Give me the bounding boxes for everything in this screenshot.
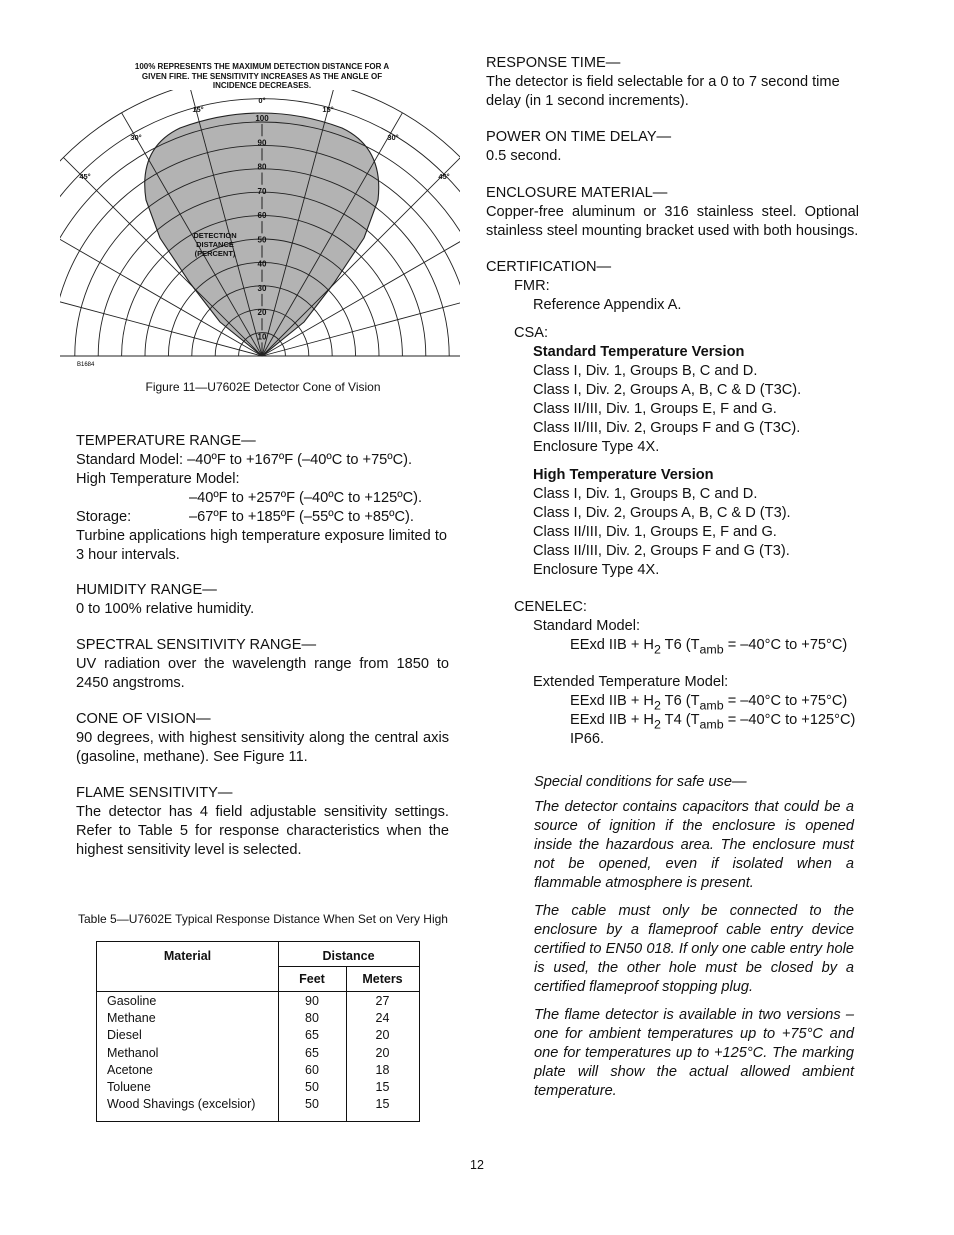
cell-material: Methanol: [107, 1045, 159, 1060]
scale-label: 50: [257, 235, 267, 245]
scale-label: 70: [257, 186, 267, 196]
angle-label-45-left: 45°: [79, 172, 91, 181]
cell-material: Gasoline: [107, 994, 157, 1008]
scale-label: 80: [257, 162, 267, 172]
scale-label: 60: [257, 211, 267, 221]
figure-note-line: GIVEN FIRE. THE SENSITIVITY INCREASES AS THE ANGLE OF: [141, 71, 383, 81]
special-conditions-p1: The detector contains capacitors that could be a source of ignition if the enclosure is opened inside the hazardous area. The enclosure must not be opened, even if isolated when a flammable atmosphere is present.: [534, 799, 854, 891]
col-header-feet: Feet: [299, 972, 325, 986]
cenelec-extended-model: Extended Temperature Model:: [533, 674, 729, 690]
enclosure-text: Copper-free aluminum or 316 stainless steel. Optional stainless steel mounting bracket used with both housings.: [486, 204, 859, 239]
csa-high-line: Enclosure Type 4X.: [533, 562, 660, 578]
right-column: [486, 54, 859, 1101]
flame-text: The detector has 4 field adjustable sensitivity settings. Refer to Table 5 for response characteristics when the highest sensitivity level is selected.: [76, 804, 449, 858]
fmr-reference: Reference Appendix A.: [533, 297, 682, 313]
flame-heading: FLAME SENSITIVITY—: [76, 785, 233, 801]
table-row: [97, 993, 419, 1010]
cenelec-extended-marking-t6: EExd IIB + $H_2$ T6 ($T_{amb} = -40^\circ C$ to +75°C): [570, 693, 848, 713]
temperature-range-heading: TEMPERATURE RANGE—: [76, 433, 256, 449]
cenelec-standard-model: Standard Model:: [533, 618, 641, 634]
special-conditions-p3: The flame detector is available in two versions – one for ambient temperatures up to +75°C and one for temperatures up to +125°C. The marking plate will show the actual allowed ambient temperature.: [534, 1007, 854, 1099]
csa-high-title: High Temperature Version: [533, 467, 714, 483]
table-row: [97, 1062, 419, 1079]
angle-label-30-left: 30°: [130, 133, 142, 142]
col-header-material: Material: [163, 949, 212, 963]
storage-value: –67ºF to +185ºF (–55ºC to +85ºC).: [189, 509, 414, 525]
cenelec-label: CENELEC:: [514, 599, 587, 615]
response-time-text: The detector is field selectable for a 0 to 7 second time delay (in 1 second increments).: [486, 74, 840, 109]
cell-meters: 20: [375, 1028, 390, 1043]
temperature-high-label: High Temperature Model:: [76, 471, 240, 487]
spectral-heading: SPECTRAL SENSITIVITY RANGE—: [76, 637, 317, 653]
cell-meters: 18: [375, 1062, 390, 1077]
csa-label: CSA:: [514, 325, 549, 341]
scale-label: 20: [257, 308, 267, 318]
page-number: 12: [470, 1158, 484, 1172]
table-row: [97, 1096, 419, 1113]
humidity-heading: HUMIDITY RANGE—: [76, 582, 217, 598]
cell-meters: 27: [375, 994, 390, 1008]
cell-feet: 80: [305, 1011, 319, 1026]
ip-rating: IP66.: [570, 731, 605, 747]
csa-standard-line: Class I, Div. 1, Groups B, C and D.: [533, 363, 758, 379]
axis-label-line: DETECTION: [193, 231, 237, 240]
cell-material: Methane: [107, 1011, 156, 1026]
power-on-text: 0.5 second.: [486, 148, 562, 164]
fmr-label: FMR:: [514, 278, 550, 294]
special-conditions: [486, 773, 854, 1101]
angle-label-15-right: 15°: [322, 105, 334, 114]
special-conditions-title: Special conditions for safe use—: [534, 774, 747, 790]
csa-high-line: Class II/III, Div. 2, Groups F and G (T3).: [533, 543, 790, 559]
csa-high-line: Class I, Div. 1, Groups B, C and D.: [533, 486, 758, 502]
cell-material: Wood Shavings (excelsior): [107, 1097, 256, 1112]
csa-high-block: [486, 466, 859, 580]
cell-feet: 60: [305, 1062, 319, 1077]
angle-label-30-right: 30°: [387, 133, 399, 142]
response-time-heading: RESPONSE TIME—: [486, 55, 621, 71]
temperature-storage: [76, 508, 449, 527]
cell-material: Diesel: [107, 1028, 142, 1043]
enclosure-heading: ENCLOSURE MATERIAL—: [486, 185, 668, 201]
scale-label: 10: [257, 332, 267, 342]
cell-material: Acetone: [107, 1062, 153, 1077]
axis-label-line: DISTANCE: [196, 240, 234, 249]
cone-of-vision-diagram: [60, 90, 460, 375]
angle-label-0: 0°: [258, 96, 266, 105]
angle-label-45-right: 45°: [438, 172, 450, 181]
cell-feet: 50: [305, 1097, 319, 1112]
turbine-note: Turbine applications high temperature exposure limited to 3 hour intervals.: [76, 528, 447, 563]
cenelec-extended-marking-t4: EExd IIB + $H_2$ T4 ($T_{amb} = -40^\circ C$ to +125°C): [570, 712, 856, 732]
col-header-meters: Meters: [362, 972, 403, 986]
figure-note-line: INCIDENCE DECREASES.: [212, 81, 312, 90]
csa-standard-line: Class II/III, Div. 2, Groups F and G (T3C).: [533, 420, 801, 436]
left-column: [76, 432, 449, 860]
cell-material: Toluene: [107, 1080, 151, 1095]
table-row: [97, 1027, 419, 1044]
figure-note-line: 100% REPRESENTS THE MAXIMUM DETECTION DISTANCE FOR A: [134, 62, 390, 71]
cone-text: 90 degrees, with highest sensitivity along the central axis (gasoline, methane). See Figure 11.: [76, 730, 449, 765]
csa-standard-title: Standard Temperature Version: [533, 344, 745, 360]
spectral-text: UV radiation over the wavelength range from 1850 to 2450 angstroms.: [76, 656, 449, 691]
scale-label: 90: [257, 138, 267, 148]
csa-standard-block: [486, 343, 859, 457]
cell-feet: 90: [305, 994, 319, 1008]
storage-label: Storage:: [76, 509, 132, 525]
cell-feet: 65: [305, 1028, 319, 1043]
cell-meters: 15: [375, 1080, 390, 1095]
cell-feet: 65: [305, 1045, 319, 1060]
csa-standard-line: Class I, Div. 2, Groups A, B, C & D (T3C).: [533, 382, 802, 398]
axis-label-line: (PERCENT): [194, 249, 236, 258]
table-row: [97, 1045, 419, 1062]
figure-code: B1684: [77, 362, 95, 368]
cell-meters: 15: [375, 1097, 390, 1112]
figure-caption: Figure 11—U7602E Detector Cone of Vision: [145, 380, 381, 394]
col-header-distance: Distance: [322, 949, 375, 963]
cell-feet: 50: [305, 1080, 319, 1095]
csa-high-line: Class I, Div. 2, Groups A, B, C & D (T3).: [533, 505, 791, 521]
cone-heading: CONE OF VISION—: [76, 711, 211, 727]
temperature-high-value: –40ºF to +257ºF (–40ºC to +125ºC).: [189, 490, 423, 506]
csa-standard-line: Enclosure Type 4X.: [533, 439, 660, 455]
power-on-heading: POWER ON TIME DELAY—: [486, 129, 672, 145]
csa-high-line: Class II/III, Div. 1, Groups E, F and G.: [533, 524, 777, 540]
scale-label: 30: [257, 283, 267, 293]
certification-heading: CERTIFICATION—: [486, 259, 612, 275]
csa-standard-line: Class II/III, Div. 1, Groups E, F and G.: [533, 401, 777, 417]
temperature-standard: Standard Model: –40ºF to +167ºF (–40ºC to +75ºC).: [76, 452, 413, 468]
figure-note: [96, 62, 428, 91]
table-caption: Table 5—U7602E Typical Response Distance When Set on Very High: [78, 912, 448, 926]
table-body: [97, 993, 419, 1113]
response-table: [96, 941, 420, 1122]
table-row: [97, 1010, 419, 1027]
angle-label-15-left: 15°: [192, 105, 204, 114]
scale-label: 100: [255, 114, 269, 123]
table-row: [97, 1079, 419, 1096]
humidity-text: 0 to 100% relative humidity.: [76, 601, 255, 617]
special-conditions-p2: The cable must only be connected to the enclosure by a flameproof cable entry device certified to EN50 018. If only one cable entry hole is used, the other hole must be closed by a certified flameproof stopping plug.: [534, 903, 854, 995]
cenelec-standard-marking: EExd IIB + $H_2$ T6 ($T_{amb} = -40^\circ C$ to +75°C): [570, 637, 848, 657]
cell-meters: 20: [375, 1045, 390, 1060]
scale-label: 40: [257, 259, 267, 269]
cell-meters: 24: [375, 1011, 390, 1026]
